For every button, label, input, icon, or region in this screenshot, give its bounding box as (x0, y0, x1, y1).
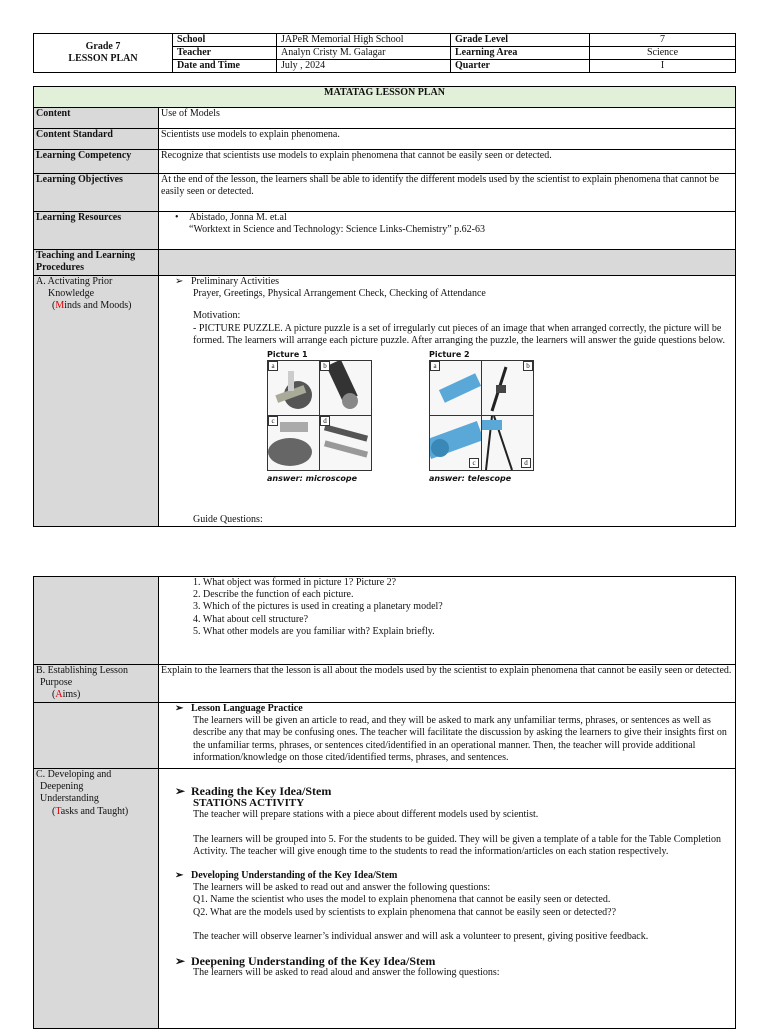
content-label: Content (34, 108, 159, 129)
piece-label: a (430, 361, 440, 371)
objectives-label: Learning Objectives (34, 174, 159, 212)
deepening-intro: The learners will be asked to read aloud and answer the following questions: (193, 967, 500, 979)
content-standard-label: Content Standard (34, 129, 159, 150)
piece-label: d (521, 458, 531, 468)
section-b-label-rest: ims) (62, 689, 81, 701)
procedures-header-cell (159, 250, 736, 276)
section-a-label (34, 276, 159, 527)
picture1-answer: answer: microscope (267, 474, 358, 484)
stations-text: The teacher will prepare stations with a piece about different models used by scientist. (193, 809, 539, 821)
picture2-title: Picture 2 (429, 350, 470, 360)
groups-text: The learners will be grouped into 5. For the students to be guided. They will be given a template of a table for the Table Completion Activity. The teacher will give enough time to the students to read the information/articles on each station respectively. (193, 833, 721, 857)
competency-label: Learning Competency (34, 150, 159, 174)
section-b-letter: A (55, 689, 63, 701)
school-value: JAPeR Memorial High School (277, 34, 451, 47)
guide-questions-label: Guide Questions: (193, 514, 263, 525)
teacher-value: Analyn Cristy M. Galagar (277, 47, 451, 60)
section-c-content (159, 769, 736, 1029)
learning-area-value: Science (590, 47, 736, 60)
lesson-plan-table-continued (33, 576, 736, 1029)
piece-label: b (320, 361, 330, 371)
puzzle2-piece-b (481, 360, 534, 416)
arrow-icon: ➢ (175, 703, 184, 714)
procedures-label: Teaching and Learning Procedures (34, 250, 159, 276)
grade-level-value: 7 (590, 34, 736, 47)
puzzle2-piece-d (481, 415, 534, 471)
piece-label: b (523, 361, 533, 371)
lesson-plan-title-cell (34, 34, 173, 73)
resource-title: “Worktext in Science and Technology: Science Links-Chemistry” p.62-63 (189, 224, 486, 236)
question-q1: Q1. Name the scientist who uses the model to explain phenomena that cannot be easily seen or detected. (193, 894, 611, 906)
plan-title: MATATAG LESSON PLAN (34, 87, 736, 108)
puzzle2-piece-a (429, 360, 482, 416)
picture1-title: Picture 1 (267, 350, 308, 360)
section-b-label (34, 665, 159, 703)
section-b-label-line3: (Aims) (52, 689, 81, 701)
resource-author: Abistado, Jonna M. et.al (189, 212, 287, 223)
motivation-text: - PICTURE PUZZLE. A picture puzzle is a set of irregularly cut pieces of an image that when arranged correctly, the picture will be formed. The learners will arrange each picture puzzle. After arranging the puzzle, the learners will answer the guide questions below. (193, 322, 726, 346)
reading-title: Reading the Key Idea/Stem (191, 784, 332, 798)
quarter-label: Quarter (451, 60, 590, 73)
resources-label: Learning Resources (34, 212, 159, 250)
practice-text: The learners will be given an article to read, and they will be asked to mark any unfamiliar terms, phrases, or sentences as well as describe any that may be confusing ones. The teacher will facilitate the discussion by asking the learners to give their insights first on the unfamiliar terms, phrases, or sentences cited/identified in an operational manner. Then, the teacher will provide additional information/knowledge on those cited/identified terms, phrases, and sentences. (193, 715, 727, 763)
puzzle1-piece-d (319, 415, 372, 471)
arrow-icon: ➢ (175, 276, 184, 287)
developing-intro: The learners will be asked to read out and answer the following questions: (193, 882, 491, 894)
guide-question: 2. Describe the function of each picture. (193, 589, 354, 601)
lesson-plan-title: LESSON PLAN (68, 53, 138, 64)
header-table (33, 33, 736, 73)
section-c-label-line1: C. Developing and (36, 769, 112, 780)
observe-text: The teacher will observe learner’s individual answer and will ask a volunteer to present, giving positive feedback. (193, 930, 649, 942)
objectives-value: At the end of the lesson, the learners shall be able to identify the different models used by the scientist to explain phenomena that cannot be easily seen or detected. (159, 174, 736, 212)
resources-value: • Abistado, Jonna M. et.al “Worktext in Science and Technology: Science Links-Chemistry” p.62-63 (159, 212, 736, 250)
teacher-label: Teacher (173, 47, 277, 60)
section-b-text: Explain to the learners that the lesson is all about the models used by the scientist to explain phenomena that cannot be easily seen or detected. (159, 665, 736, 703)
grade-title: Grade 7 (85, 41, 121, 52)
learning-area-label: Learning Area (451, 47, 590, 60)
motivation-label: Motivation: (193, 310, 241, 322)
section-c-label-line2: Deepening (40, 781, 84, 793)
picture2-puzzle (429, 360, 533, 470)
practice-label-cell (34, 703, 159, 769)
stations-title: STATIONS ACTIVITY (193, 797, 305, 810)
picture1-puzzle (267, 360, 371, 470)
guide-question: 3. Which of the pictures is used in creating a planetary model? (193, 601, 443, 613)
content-value: Use of Models (159, 108, 736, 129)
questions-label-cell (34, 577, 159, 665)
section-a-label-rest: inds and Moods) (64, 300, 132, 312)
grade-level-label: Grade Level (451, 34, 590, 47)
quarter-value: I (590, 60, 736, 73)
section-a-letter: M (55, 300, 65, 312)
section-a-label-line1: A. Activating Prior (36, 276, 113, 287)
content-standard-value: Scientists use models to explain phenomena. (159, 129, 736, 150)
puzzle1-piece-b (319, 360, 372, 416)
piece-label: c (268, 416, 278, 426)
guide-questions-list (159, 577, 736, 665)
developing-title: Developing Understanding of the Key Idea/Stem (191, 870, 398, 882)
deepening-title: Deepening Understanding of the Key Idea/Stem (191, 954, 436, 969)
section-b-label-line2: Purpose (40, 677, 73, 689)
arrow-icon: ➢ (175, 870, 184, 882)
preliminary-title: Preliminary Activities (191, 276, 280, 287)
picture2-answer: answer: telescope (429, 474, 512, 484)
section-a-label-line2: Knowledge (48, 288, 95, 300)
section-c-label-rest: asks and Taught) (60, 805, 129, 817)
date-label: Date and Time (173, 60, 277, 73)
language-practice (159, 703, 736, 769)
practice-title: Lesson Language Practice (191, 703, 303, 714)
section-b-label-line1: B. Establishing Lesson (36, 665, 128, 676)
piece-label: c (469, 458, 479, 468)
puzzle2-piece-c (429, 415, 482, 471)
puzzle-area (175, 347, 733, 499)
guide-question: 5. What other models are you familiar with? Explain briefly. (193, 625, 435, 637)
puzzle1-piece-c (267, 415, 320, 471)
piece-label: d (320, 416, 330, 426)
arrow-icon: ➢ (175, 954, 186, 969)
lesson-plan-table (33, 86, 736, 527)
piece-label: a (268, 361, 278, 371)
section-c-label-line3: Understanding (40, 793, 99, 805)
section-c-letter: T (55, 805, 61, 817)
arrow-icon: ➢ (175, 784, 186, 798)
preliminary-items: Prayer, Greetings, Physical Arrangement Check, Checking of Attendance (193, 288, 486, 300)
date-value: July , 2024 (277, 60, 451, 73)
competency-value: Recognize that scientists use models to explain phenomena that cannot be easily seen or detected. (159, 150, 736, 174)
guide-question: 1. What object was formed in picture 1? Picture 2? (193, 577, 397, 588)
puzzle1-piece-a (267, 360, 320, 416)
section-c-label-line4: (Tasks and Taught) (52, 805, 129, 817)
section-a-label-line3: (Minds and Moods) (52, 300, 132, 312)
section-c-label (34, 769, 159, 1029)
question-q2: Q2. What are the models used by scientists to explain phenomena that cannot be easily seen or detected?? (193, 906, 617, 918)
school-label: School (173, 34, 277, 47)
guide-question: 4. What about cell structure? (193, 613, 309, 625)
section-a-content (159, 276, 736, 527)
